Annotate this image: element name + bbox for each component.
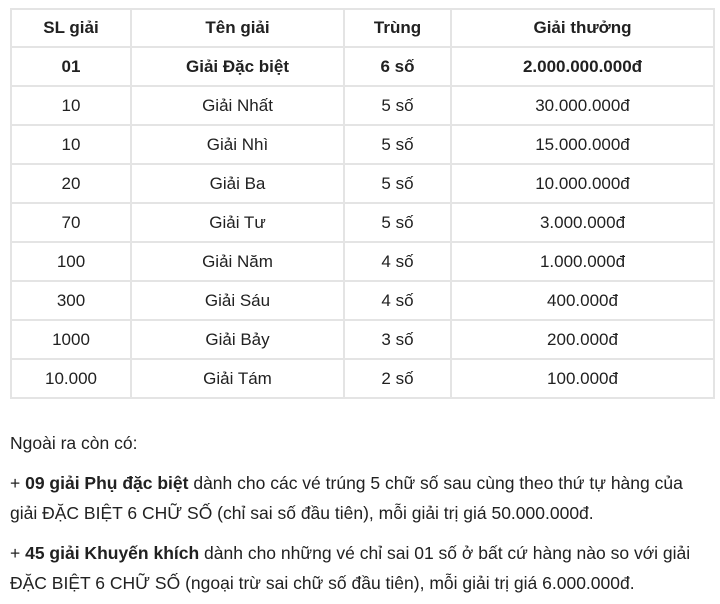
cell-prize-name: Giải Nhì [131, 125, 344, 164]
cell-quantity: 10 [11, 125, 131, 164]
cell-quantity: 300 [11, 281, 131, 320]
notes-intro: Ngoài ra còn có: [10, 433, 138, 453]
cell-quantity: 70 [11, 203, 131, 242]
table-row [11, 86, 714, 125]
cell-prize-name: Giải Năm [131, 242, 344, 281]
cell-match: 5 số [344, 164, 451, 203]
cell-quantity: 20 [11, 164, 131, 203]
cell-match: 2 số [344, 359, 451, 398]
note-rest-text: dành cho các vé trúng 5 chữ số sau cùng theo thứ tự hàng của giải ĐẶC BIỆT 6 CHỮ SỐ (chỉ sai số đầu tiên), mỗi giải trị giá 50.000.000đ. [10, 473, 683, 523]
cell-prize-value: 10.000.000đ [451, 164, 714, 203]
cell-prize-value: 400.000đ [451, 281, 714, 320]
table-row [11, 125, 714, 164]
table-row [11, 281, 714, 320]
column-header-sl-giai: SL giải [11, 9, 131, 47]
table-row [11, 203, 714, 242]
cell-match: 5 số [344, 203, 451, 242]
prize-table-header [11, 9, 714, 47]
column-header-ten-giai: Tên giải [131, 9, 344, 47]
cell-prize-name: Giải Nhất [131, 86, 344, 125]
cell-match: 4 số [344, 242, 451, 281]
prize-table-body [11, 47, 714, 398]
header-row [11, 9, 714, 47]
note-bold-text: 45 giải Khuyến khích [25, 543, 200, 563]
cell-match: 5 số [344, 125, 451, 164]
column-header-giai-thuong: Giải thưởng [451, 9, 714, 47]
note-prefix: + [10, 473, 26, 493]
cell-prize-name: Giải Tư [131, 203, 344, 242]
cell-prize-value: 2.000.000.000đ [451, 47, 714, 86]
cell-prize-value: 30.000.000đ [451, 86, 714, 125]
note-bold-text: 09 giải Phụ đặc biệt [25, 473, 189, 493]
cell-match: 4 số [344, 281, 451, 320]
cell-match: 5 số [344, 86, 451, 125]
cell-quantity: 01 [11, 47, 131, 86]
cell-prize-value: 200.000đ [451, 320, 714, 359]
column-header-trung: Trùng [344, 9, 451, 47]
cell-quantity: 1000 [11, 320, 131, 359]
cell-prize-name: Giải Bảy [131, 320, 344, 359]
cell-prize-name: Giải Tám [131, 359, 344, 398]
cell-quantity: 10 [11, 86, 131, 125]
table-row [11, 47, 714, 86]
cell-quantity: 10.000 [11, 359, 131, 398]
cell-quantity: 100 [11, 242, 131, 281]
prize-table [10, 8, 715, 399]
note-rest-text: dành cho những vé chỉ sai 01 số ở bất cứ hàng nào so với giải ĐẶC BIỆT 6 CHỮ SỐ (ngoại trừ sai chữ số đầu tiên), mỗi giải trị giá 6.000.000đ. [10, 543, 691, 593]
table-row [11, 164, 714, 203]
notes-section [10, 428, 714, 598]
cell-prize-name: Giải Đặc biệt [131, 47, 344, 86]
table-row [11, 320, 714, 359]
note-item-khuyen-khich [10, 538, 714, 598]
table-row [11, 242, 714, 281]
note-item-phu-dac-biet [10, 468, 714, 528]
cell-prize-name: Giải Ba [131, 164, 344, 203]
cell-match: 6 số [344, 47, 451, 86]
table-row [11, 359, 714, 398]
cell-prize-value: 3.000.000đ [451, 203, 714, 242]
cell-prize-value: 1.000.000đ [451, 242, 714, 281]
cell-prize-name: Giải Sáu [131, 281, 344, 320]
cell-prize-value: 15.000.000đ [451, 125, 714, 164]
cell-prize-value: 100.000đ [451, 359, 714, 398]
cell-match: 3 số [344, 320, 451, 359]
note-prefix: + [10, 543, 26, 563]
